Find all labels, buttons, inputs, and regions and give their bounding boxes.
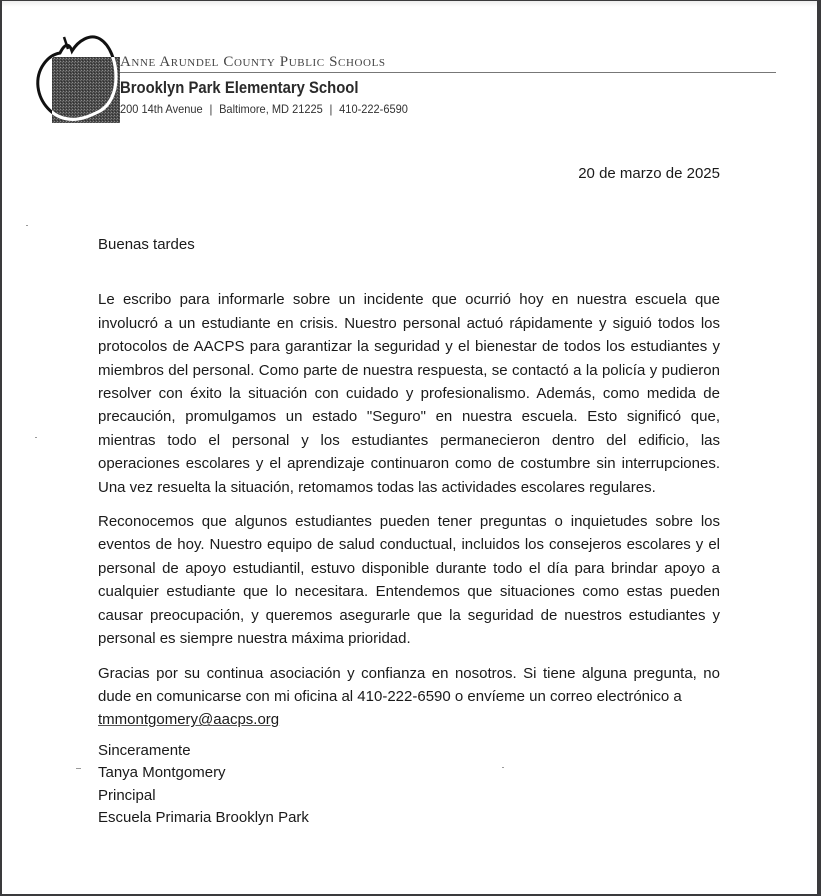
paragraph-support: Reconocemos que algunos estudiantes pueden tener preguntas o inquietudes sobre los eventos de hoy. Nuestro equipo de salud conductual, incluidos los consejeros escolares y el personal de apoyo estudiantil, estuvo disponible durante todo el día para brindar apoyo a cualquier estudiante que lo necesitara. Entendemos que situaciones como estas pueden causar preocupación, y queremos asegurarle que la seguridad de nuestros estudiantes y personal es siempre nuestra máxima prioridad. [98,513,720,648]
letterhead [120,53,776,117]
valediction: Sinceramente [98,741,191,759]
apple-logo-icon [30,31,122,125]
paragraph-contact [98,662,720,732]
district-name: Anne Arundel County Public Schools [120,54,386,70]
greeting: Buenas tardes [98,236,195,253]
letter-date: 20 de marzo de 2025 [578,165,720,182]
signer-name: Tanya Montgomery [98,764,226,782]
scan-speck [35,437,37,438]
paragraph-incident: Le escribo para informarle sobre un incidente que ocurrió hoy en nuestra escuela que involucró a un estudiante en crisis. Nuestro personal actuó rápidamente y siguió todos los protocolos de AACPS para garantizar la seguridad y el bienestar de todos los estudiantes y miembros del personal. Como parte de nuestra respuesta, se contactó a la policía y pudieron resolver con éxito la situación con cuidado y profesionalismo. Además, como medida de precaución, promulgamos un estado "Seguro" en nuestra escuela. Esto significó que, mientras todo el personal y los estudiantes permanecieron dentro del edificio, las operaciones escolares y el aprendizaje continuaron como de costumbre sin interrupciones. Una vez resuelta la situación, retomamos todas las actividades escolares regulares. [98,291,720,496]
signature-block [98,740,720,830]
address-separator: | [329,102,333,116]
scan-speck [76,768,81,769]
scan-speck [26,225,28,226]
letter-body [98,233,720,830]
address-separator: | [209,102,213,116]
contact-text: Gracias por su continua asociación y confianza en nosotros. Si tiene alguna pregunta, no dude en comunicarse con mi oficina al 410-222-6590 o envíeme un correo electrónico a [98,664,720,705]
letterhead-rule [120,72,776,73]
address-city: Baltimore, MD 21225 [219,102,323,116]
email-link[interactable]: tmmontgomery@aacps.org [98,711,280,729]
signer-organization: Escuela Primaria Brooklyn Park [98,809,309,827]
page-top-shade [2,1,817,7]
school-address [120,102,724,117]
letter-page [2,1,817,894]
scan-speck [502,767,504,768]
school-name: Brooklyn Park Elementary School [120,79,359,97]
signer-title: Principal [98,786,156,804]
address-phone: 410-222-6590 [339,102,408,116]
address-street: 200 14th Avenue [120,102,203,116]
